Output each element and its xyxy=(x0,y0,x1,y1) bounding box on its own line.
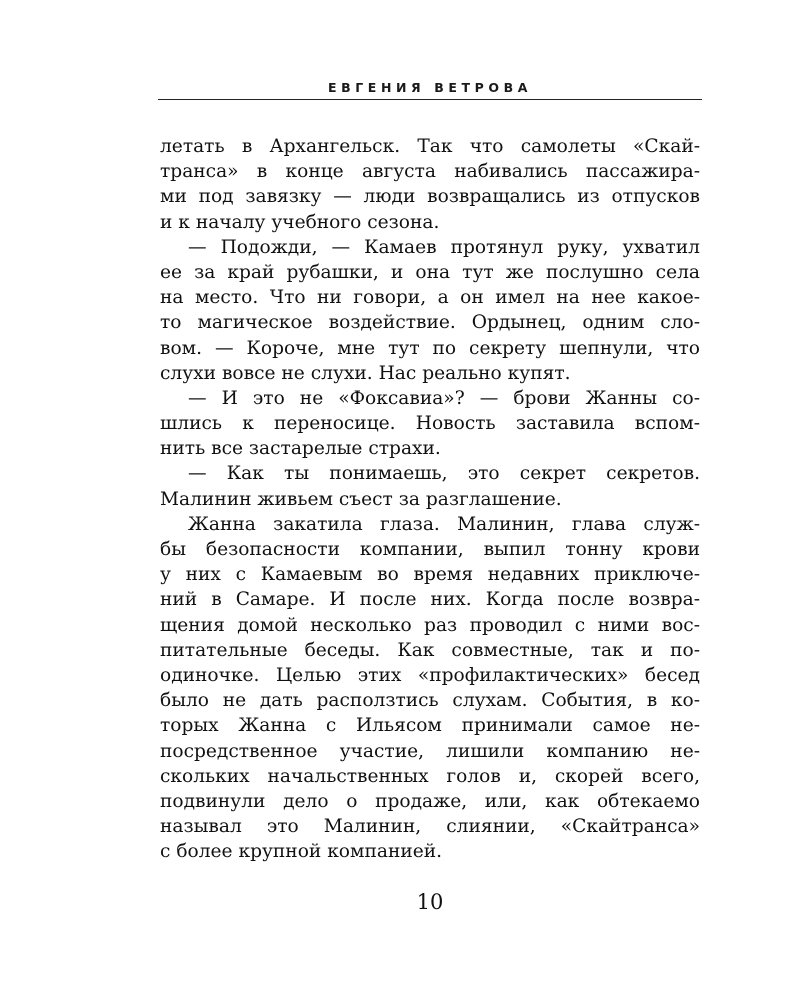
text-line: с более крупной компанией. xyxy=(160,841,443,863)
text-line: ее за край рубашки, и она тут же послушно села xyxy=(160,261,700,283)
text-line: — И это не «Фоксавиа»? — брови Жанны со- xyxy=(188,387,700,409)
text-line: транса» в конце августа набивались пассажира- xyxy=(160,161,700,183)
page-number: 10 xyxy=(416,890,444,914)
text-line: Малинин живьем съест за разглашение. xyxy=(160,488,562,510)
text-line: одиночке. Целью этих «профилактических» бесед xyxy=(160,664,700,686)
running-header-author: ЕВГЕНИЯ ВЕТРОВА xyxy=(327,80,533,95)
header-rule xyxy=(158,99,702,100)
text-line: летать в Архангельск. Так что самолеты «Скай- xyxy=(160,136,700,157)
text-line: то магическое воздействие. Ордынец, одним сло- xyxy=(160,312,700,334)
text-line: было не дать расползтись слухам. События, в ко- xyxy=(160,690,700,712)
text-line: вом. — Короче, мне тут по секрету шепнули, что xyxy=(160,337,700,359)
text-line: бы безопасности компании, выпил тонну крови xyxy=(160,539,700,560)
text-line: торых Жанна с Ильясом принимали самое не- xyxy=(160,715,700,737)
text-line: Жанна закатила глаза. Малинин, глава служ- xyxy=(188,513,700,535)
text-line: подвинули дело о продаже, или, как обтекаемо xyxy=(160,790,700,812)
text-line: — Как ты понимаешь, это секрет секретов. xyxy=(188,463,700,485)
body-text xyxy=(160,134,700,864)
text-line: нить все застарелые страхи. xyxy=(160,438,441,460)
text-line: у них с Камаевым во время недавних приключе- xyxy=(160,564,700,586)
text-line: слухи вовсе не слухи. Нас реально купят. xyxy=(160,362,571,384)
text-line: ний в Самаре. И после них. Когда после возвра- xyxy=(160,589,700,611)
text-line: питательные беседы. Как совместные, так и по- xyxy=(160,639,700,661)
text-line: на место. Что ни говори, а он имел на нее какое- xyxy=(160,287,700,309)
text-line: шлись к переносице. Новость заставила вспом- xyxy=(160,413,700,435)
text-line: щения домой несколько раз проводил с ними вос- xyxy=(160,614,700,636)
text-line: посредственное участие, лишили компанию не- xyxy=(160,740,700,762)
text-line: ми под завязку — люди возвращались из отпусков xyxy=(160,186,700,208)
text-line: скольких начальственных голов и, скорей всего, xyxy=(160,765,700,787)
text-line: называл это Малинин, слиянии, «Скайтранса» xyxy=(160,816,700,838)
text-line: и к началу учебного сезона. xyxy=(160,211,440,233)
text-line: — Подожди, — Камаев протянул руку, ухватил xyxy=(188,236,700,258)
